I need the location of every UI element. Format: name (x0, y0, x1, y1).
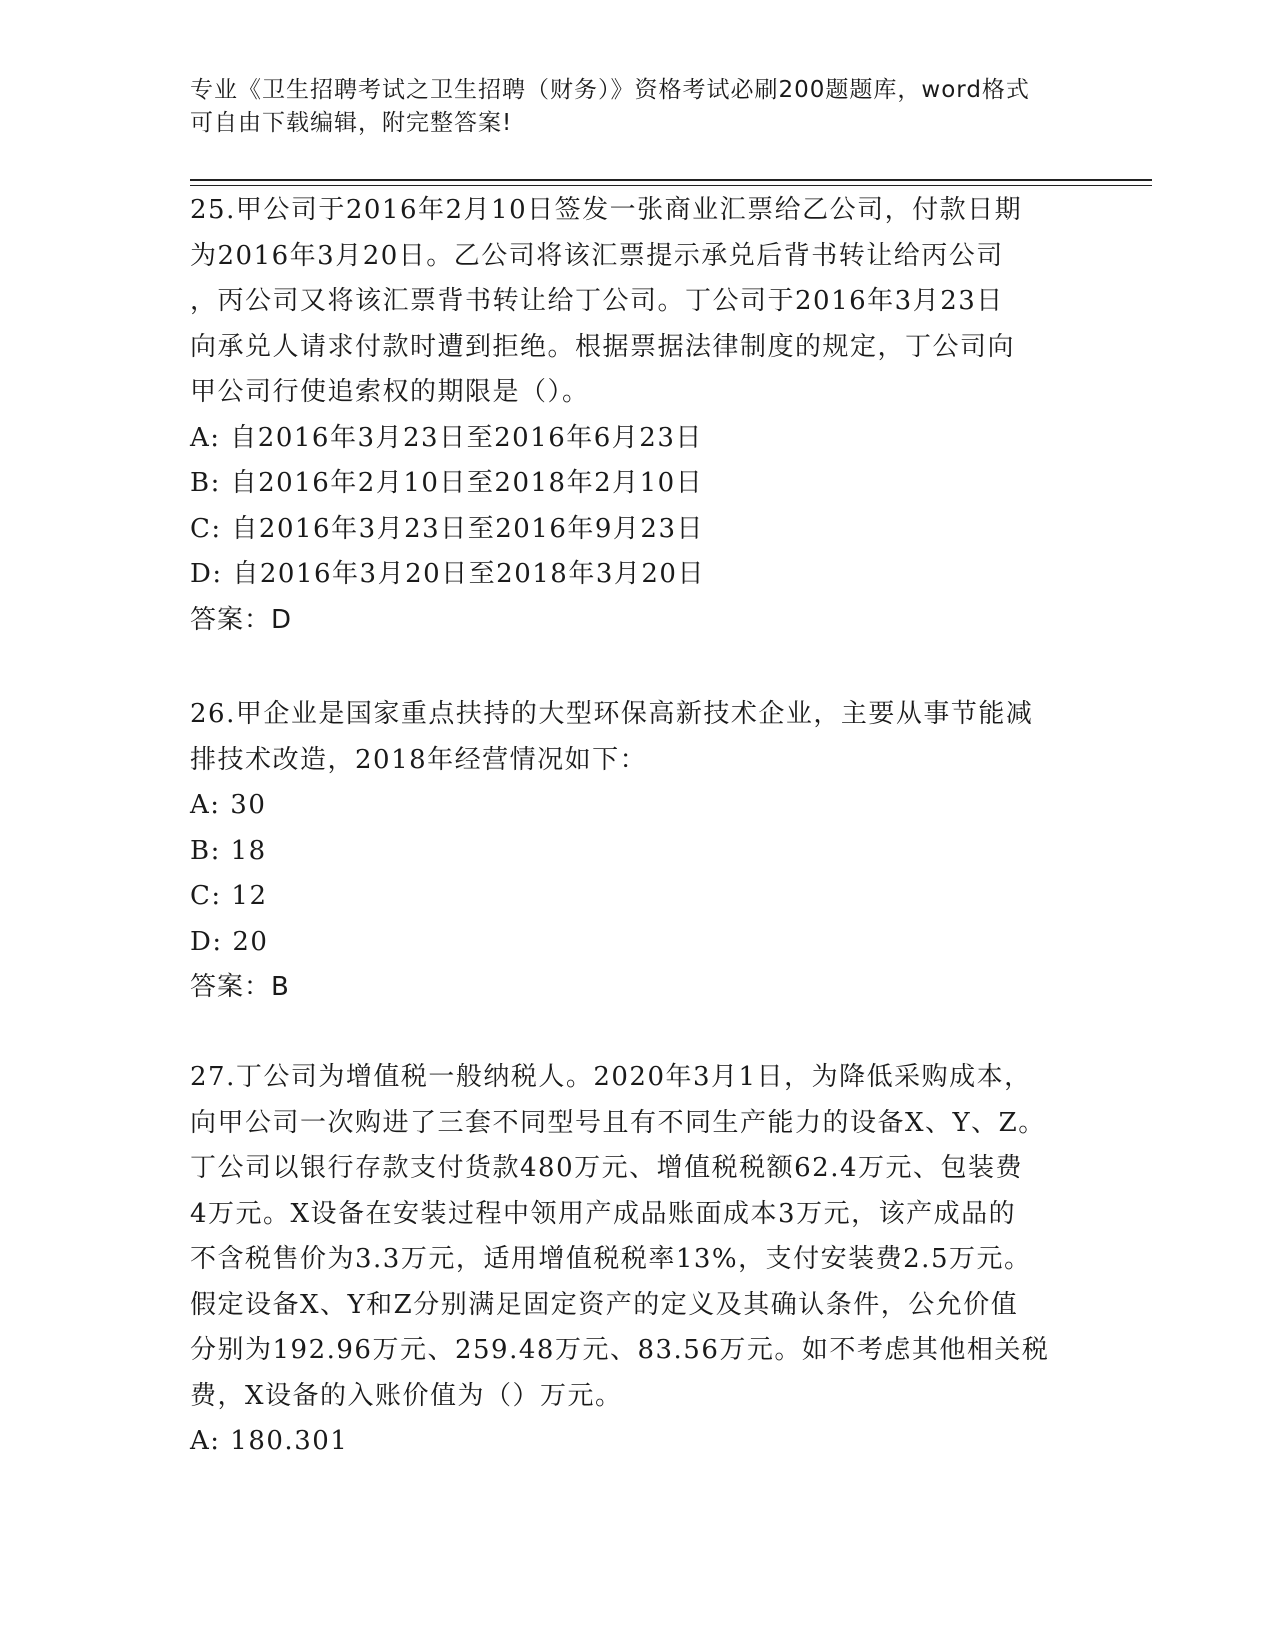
stem-line: 为2016年3月20日。乙公司将该汇票提示承兑后背书转让给丙公司 (190, 240, 1004, 271)
header-divider-thick (190, 179, 1152, 181)
stem-line: 25.甲公司于2016年2月10日签发一张商业汇票给乙公司，付款日期 (190, 195, 1023, 225)
stem-line: 27.丁公司为增值税一般纳税人。2020年3月1日，为降低采购成本， (190, 1062, 1032, 1092)
option-d: D: 自2016年3月20日至2018年3月20日 (190, 559, 705, 589)
question-stem (190, 188, 1090, 416)
header-divider-thin (190, 185, 1152, 186)
option-a: A: 30 (190, 790, 267, 820)
option-a: A: 180.301 (190, 1426, 349, 1456)
stem-line: 不含税售价为3.3万元，适用增值税税率13%，支付安装费2.5万元。 (190, 1244, 1032, 1274)
option-c: C: 自2016年3月23日至2016年9月23日 (190, 513, 705, 544)
question-27 (190, 1055, 1090, 1465)
stem-line: 假定设备X、Y和Z分别满足固定资产的定义及其确认条件，公允价值 (190, 1289, 1019, 1320)
answer-key: 答案：D (190, 604, 293, 635)
stem-line: 甲公司行使追索权的期限是（）。 (190, 377, 590, 407)
question-26 (190, 692, 1090, 1011)
option-a: A: 自2016年3月23日至2016年6月23日 (190, 422, 703, 453)
stem-line: 排技术改造，2018年经营情况如下： (190, 744, 648, 775)
stem-line: 丁公司以银行存款支付货款480万元、增值税税额62.4万元、包装费 (190, 1153, 1024, 1183)
header-line-2: 可自由下载编辑，附完整答案! (190, 110, 513, 136)
question-25 (190, 188, 1090, 643)
option-b: B: 18 (190, 835, 267, 866)
stem-line: 向甲公司一次购进了三套不同型号且有不同生产能力的设备X、Y、Z。 (190, 1107, 1046, 1138)
question-stem (190, 692, 1090, 783)
option-b: B: 自2016年2月10日至2018年2月10日 (190, 468, 704, 498)
stem-line: 费，X设备的入账价值为（）万元。 (190, 1380, 623, 1411)
answer-key: 答案：B (190, 972, 290, 1002)
stem-line: ，丙公司又将该汇票背书转让给丁公司。丁公司于2016年3月23日 (190, 286, 1004, 316)
header-line-1: 专业《卫生招聘考试之卫生招聘（财务）》资格考试必刷200题题库，word格式 (190, 77, 1030, 103)
stem-line: 分别为192.96万元、259.48万元、83.56万元。如不考虑其他相关税 (190, 1335, 1050, 1365)
question-stem (190, 1055, 1090, 1419)
stem-line: 26.甲企业是国家重点扶持的大型环保高新技术企业，主要从事节能减 (190, 699, 1034, 729)
stem-line: 向承兑人请求付款时遭到拒绝。根据票据法律制度的规定，丁公司向 (190, 331, 1016, 362)
option-c: C: 12 (190, 881, 268, 911)
stem-line: 4万元。X设备在安装过程中领用产成品账面成本3万元，该产成品的 (190, 1198, 1017, 1229)
option-d: D: 20 (190, 926, 269, 957)
document-header (190, 74, 1090, 140)
